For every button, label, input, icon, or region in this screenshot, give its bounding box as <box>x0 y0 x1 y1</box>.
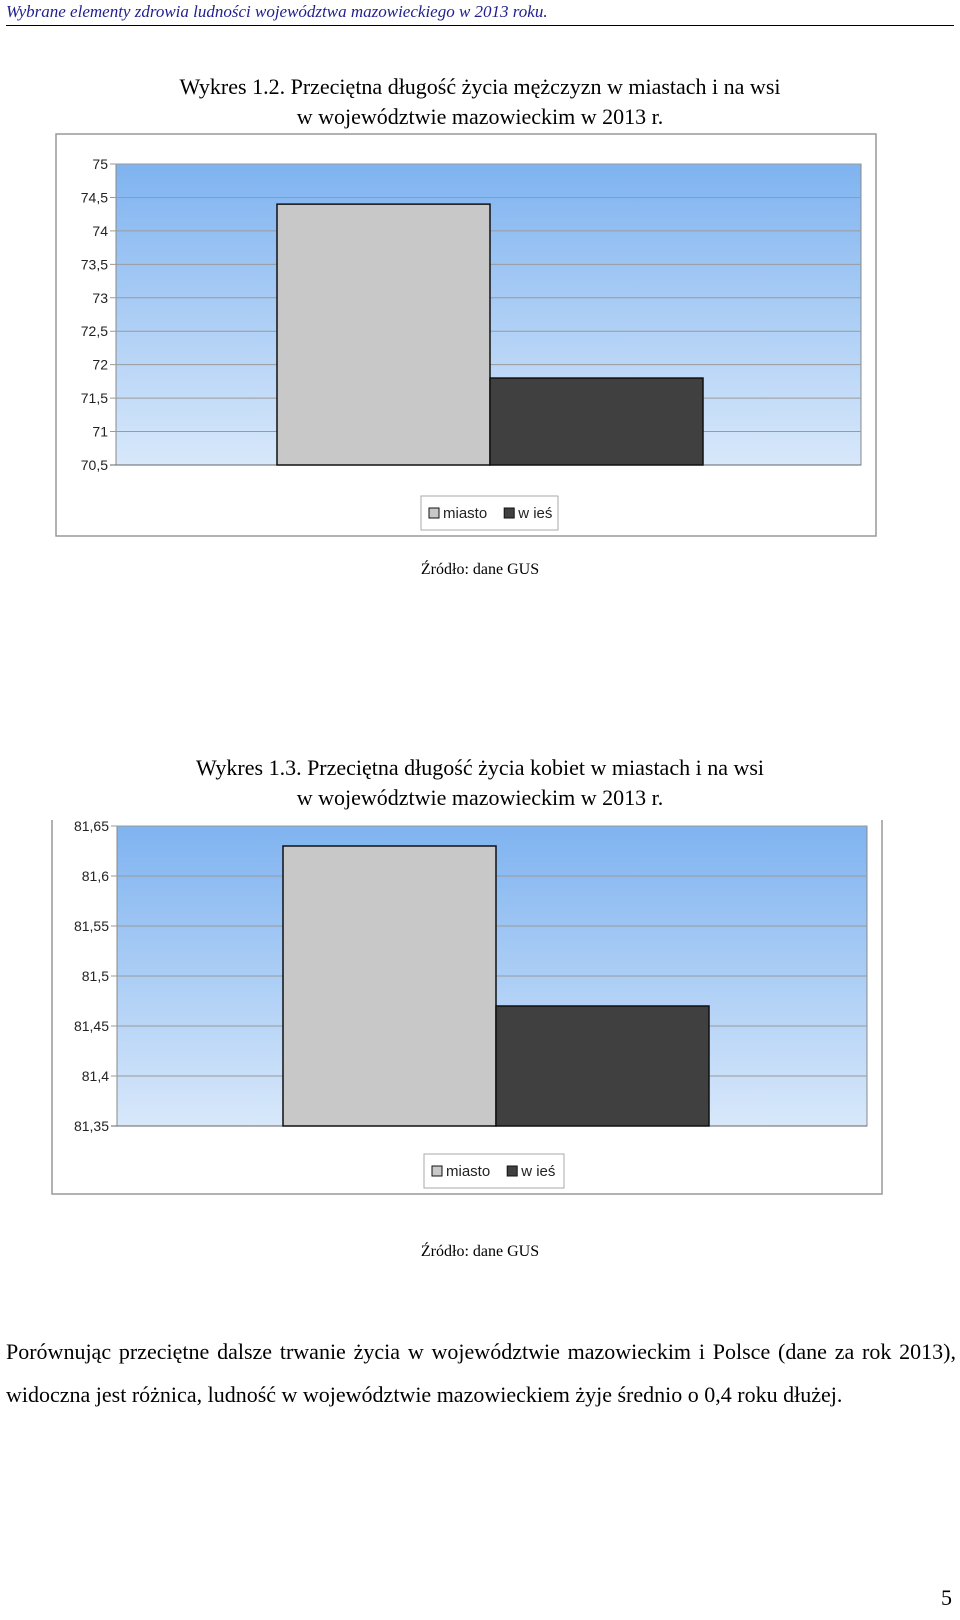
bar-wies <box>490 378 703 465</box>
y-tick-label: 73 <box>92 289 108 306</box>
chart2-title-line2: w województwie mazowieckim w 2013 r. <box>296 785 664 810</box>
y-tick-label: 72,5 <box>80 323 108 340</box>
page-number: 5 <box>941 1585 952 1610</box>
y-tick-label: 70,5 <box>80 457 108 473</box>
legend-label: miasto <box>443 505 488 522</box>
y-tick-label: 73,5 <box>80 256 108 273</box>
y-tick-label: 71 <box>92 423 108 440</box>
legend-label: miasto <box>446 1163 491 1180</box>
y-tick-label: 71,5 <box>80 390 108 407</box>
y-tick-label: 81,55 <box>73 918 109 934</box>
y-tick-label: 74,5 <box>80 189 108 206</box>
y-tick-label: 75 <box>92 156 108 172</box>
y-tick-label: 72 <box>92 356 108 373</box>
chart1-title <box>120 72 840 132</box>
legend-label: w ieś <box>521 1163 556 1180</box>
chart2-title <box>120 753 840 813</box>
bar-miasto <box>283 846 496 1126</box>
y-tick-label: 81,65 <box>73 820 109 834</box>
chart2-source: Źródło: dane GUS <box>420 1243 540 1260</box>
y-tick-label: 81,4 <box>81 1068 109 1084</box>
legend-swatch <box>504 508 514 518</box>
bar-miasto <box>277 204 490 465</box>
chart1-title-line1: Wykres 1.2. Przeciętna długość życia mężczyzn w miastach i na wsi <box>179 74 781 99</box>
legend <box>424 1154 564 1188</box>
y-tick-label: 81,5 <box>81 968 109 984</box>
y-tick-label: 81,6 <box>81 868 109 884</box>
legend-swatch <box>429 508 439 518</box>
legend <box>421 496 558 530</box>
body-paragraph: Porównując przeciętne dalsze trwanie życia w województwie mazowieckim i Polsce (dane za rok 2013), widoczna jest różnica, ludność w województwie mazowieckiem żyje średnio o 0,4 roku dłużej. <box>6 1339 956 1407</box>
legend-label: w ieś <box>518 505 553 522</box>
y-tick-label: 74 <box>92 222 108 239</box>
chart2 <box>0 820 960 1235</box>
chart1-title-line2: w województwie mazowieckim w 2013 r. <box>296 104 664 129</box>
legend-swatch <box>432 1166 442 1176</box>
y-tick-label: 81,35 <box>73 1118 109 1134</box>
bar-wies <box>496 1006 709 1126</box>
legend-swatch <box>507 1166 517 1176</box>
header-title: Wybrane elementy zdrowia ludności województwa mazowieckiego w 2013 roku. <box>6 2 954 26</box>
chart2-title-line1: Wykres 1.3. Przeciętna długość życia kobiet w miastach i na wsi <box>195 755 765 780</box>
y-tick-label: 81,45 <box>73 1018 109 1034</box>
chart1 <box>0 130 960 550</box>
chart1-source: Źródło: dane GUS <box>420 561 540 578</box>
